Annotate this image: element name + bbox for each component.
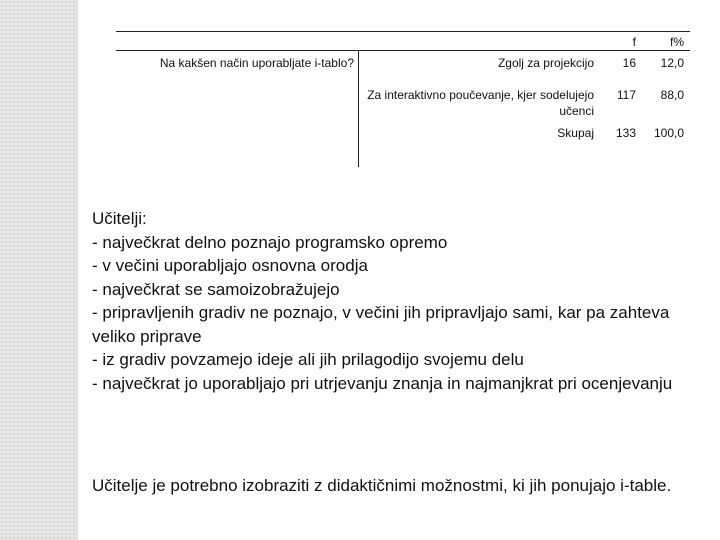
header-f-percent: f% [669, 35, 684, 49]
row-f-percent-projection: 12,0 [660, 56, 684, 70]
row-f-interactive: 117 [616, 88, 636, 102]
table-top-border [116, 31, 690, 32]
row-f-projection: 16 [622, 56, 636, 70]
table-question-divider [358, 50, 359, 167]
question-cell: Na kakšen način uporabljate i-tablo? [159, 56, 354, 70]
finding-item: - največkrat jo uporabljajo pri utrjevanju znanja in najmanjkrat pri ocenjevanju [92, 373, 673, 393]
findings-heading: Učitelji: [92, 209, 147, 228]
row-f-total: 133 [615, 126, 636, 140]
row-f-percent-interactive: 88,0 [660, 88, 684, 102]
finding-item: - največkrat delno poznajo programsko opremo [92, 232, 448, 252]
row-label-total: Skupaj [557, 126, 594, 140]
findings-block [92, 207, 692, 395]
finding-item: - največkrat se samoizobražujejo [92, 279, 340, 299]
row-label-interactive: Za interaktivno poučevanje, kjer sodelujejo učenci [367, 88, 594, 118]
header-f: f [632, 35, 636, 49]
decorative-side-band [0, 0, 78, 540]
conclusion-text: Učitelje je potrebno izobraziti z didaktičnimi možnostmi, ki jih ponujajo i-table. [92, 476, 672, 495]
row-label-projection: Zgolj za projekcijo [497, 56, 594, 70]
finding-item: - iz gradiv povzamejo ideje ali jih prilagodijo svojemu delu [92, 350, 524, 369]
finding-item: - pripravljenih gradiv ne poznajo, v večini jih pripravljajo sami, kar pa zahteva veliko priprave [92, 303, 670, 346]
survey-table [116, 31, 690, 167]
row-f-percent-total: 100,0 [653, 126, 684, 140]
finding-item: - v večini uporabljajo osnovna orodja [92, 256, 368, 275]
table-header-border [116, 50, 690, 51]
